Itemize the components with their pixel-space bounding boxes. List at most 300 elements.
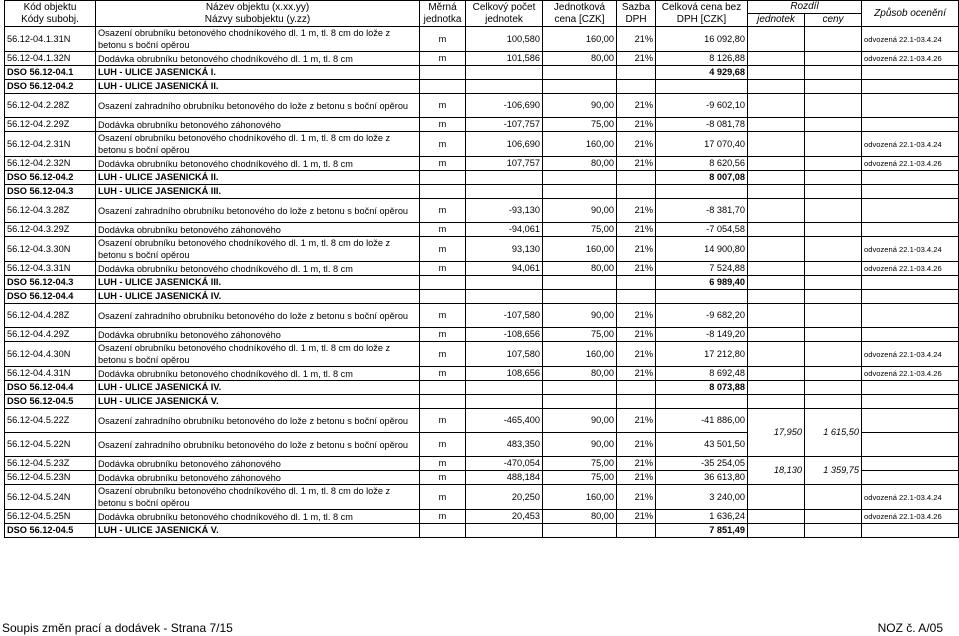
item-unit-price: 160,00 [543,485,617,510]
empty-cell [466,381,543,395]
empty-cell [617,290,656,304]
item-quantity: 94,061 [466,262,543,276]
table-header [5,1,959,27]
item-code: 56.12-04.3.28Z [5,199,96,223]
empty-cell [466,80,543,94]
empty-cell [617,185,656,199]
item-vat-rate: 21% [617,471,656,485]
dso-code: DSO 56.12-04.5 [5,395,96,409]
item-description: Osazení obrubníku betonového chodníkového dl. 1 m, tl. 8 cm do lože z betonu s boční opěrou [96,27,420,52]
empty-cell [466,395,543,409]
empty-cell [420,66,466,80]
pricing-method: odvozená 22.1-03.4.24 [862,27,959,52]
item-unit: m [420,342,466,367]
item-quantity: 20,250 [466,485,543,510]
empty-cell [805,237,862,262]
empty-cell [805,157,862,171]
table-row [5,304,959,328]
item-vat-rate: 21% [617,27,656,52]
pricing-method [862,223,959,237]
empty-cell [805,171,862,185]
difference-units: 18,130 [748,457,805,485]
dso-total [656,290,748,304]
header-qty: Celkový počet jednotek [466,1,543,27]
header-unit-price: Jednotková cena [CZK] [543,1,617,27]
pricing-method [862,328,959,342]
item-unit-price: 75,00 [543,457,617,471]
empty-cell [748,328,805,342]
pricing-method [862,471,959,485]
item-unit: m [420,223,466,237]
table-row [5,510,959,524]
item-vat-rate: 21% [617,433,656,457]
item-description: Dodávka obrubníku betonového záhonového [96,328,420,342]
empty-cell [748,52,805,66]
item-vat-rate: 21% [617,457,656,471]
header-name: Název objektu (x.xx.yy) Názvy subobjektu (y.zz) [96,1,420,27]
item-quantity: 108,656 [466,367,543,381]
empty-cell [862,66,959,80]
item-quantity: -108,656 [466,328,543,342]
empty-cell [805,395,862,409]
table-body [5,27,959,538]
item-vat-rate: 21% [617,485,656,510]
empty-cell [862,80,959,94]
item-vat-rate: 21% [617,52,656,66]
header-difference: Rozdíl [748,1,862,14]
empty-cell [466,524,543,538]
empty-cell [617,276,656,290]
empty-cell [466,171,543,185]
item-total: 3 240,00 [656,485,748,510]
empty-cell [748,27,805,52]
item-code: 56.12-04.5.23N [5,471,96,485]
item-unit-price: 160,00 [543,132,617,157]
table-row [5,94,959,118]
item-code: 56.12-04.4.31N [5,367,96,381]
pricing-method: odvozená 22.1-03.4.24 [862,342,959,367]
empty-cell [748,342,805,367]
item-vat-rate: 21% [617,510,656,524]
empty-cell [420,395,466,409]
item-unit: m [420,457,466,471]
dso-summary-row [5,171,959,185]
item-code: 56.12-04.4.29Z [5,328,96,342]
item-description: Dodávka obrubníku betonového záhonového [96,118,420,132]
empty-cell [862,185,959,199]
table-row [5,328,959,342]
pricing-method: odvozená 22.1-03.4.26 [862,262,959,276]
item-code: 56.12-04.5.22Z [5,409,96,433]
table-row [5,457,959,471]
pricing-method: odvozená 22.1-03.4.26 [862,52,959,66]
empty-cell [862,290,959,304]
pricing-method: odvozená 22.1-03.4.24 [862,485,959,510]
item-unit-price: 75,00 [543,223,617,237]
item-unit: m [420,485,466,510]
dso-summary-row [5,66,959,80]
item-quantity: -465,400 [466,409,543,433]
pricing-method: odvozená 22.1-03.4.26 [862,510,959,524]
empty-cell [805,185,862,199]
item-unit: m [420,94,466,118]
item-unit-price: 75,00 [543,471,617,485]
item-unit: m [420,157,466,171]
empty-cell [748,262,805,276]
item-unit-price: 80,00 [543,367,617,381]
item-vat-rate: 21% [617,367,656,381]
item-unit: m [420,471,466,485]
difference-price: 1 359,75 [805,457,862,485]
item-unit: m [420,328,466,342]
item-description: Dodávka obrubníku betonového chodníkového dl. 1 m, tl. 8 cm [96,367,420,381]
pricing-method [862,433,959,457]
dso-total: 8 073,88 [656,381,748,395]
empty-cell [543,524,617,538]
item-quantity: 101,586 [466,52,543,66]
item-total: -8 381,70 [656,199,748,223]
item-total: 17 070,40 [656,132,748,157]
item-quantity: 100,580 [466,27,543,52]
empty-cell [748,157,805,171]
item-code: 56.12-04.4.28Z [5,304,96,328]
item-code: 56.12-04.3.29Z [5,223,96,237]
item-description: Osazení obrubníku betonového chodníkového dl. 1 m, tl. 8 cm do lože z betonu s boční opěrou [96,132,420,157]
header-unit: Měrná jednotka [420,1,466,27]
empty-cell [748,185,805,199]
item-unit: m [420,118,466,132]
empty-cell [543,66,617,80]
empty-cell [805,94,862,118]
dso-name: LUH - ULICE JASENICKÁ I. [96,66,420,80]
pricing-method: odvozená 22.1-03.4.24 [862,237,959,262]
item-unit-price: 160,00 [543,237,617,262]
empty-cell [543,185,617,199]
item-unit: m [420,304,466,328]
item-description: Osazení zahradního obrubníku betonového do lože z betonu s boční opěrou [96,199,420,223]
pricing-method: odvozená 22.1-03.4.26 [862,157,959,171]
empty-cell [748,290,805,304]
item-code: 56.12-04.2.32N [5,157,96,171]
dso-code: DSO 56.12-04.2 [5,80,96,94]
item-code: 56.12-04.5.24N [5,485,96,510]
empty-cell [748,223,805,237]
item-total: 43 501,50 [656,433,748,457]
item-total: -8 081,78 [656,118,748,132]
item-description: Dodávka obrubníku betonového záhonového [96,471,420,485]
empty-cell [466,276,543,290]
table-row [5,409,959,433]
empty-cell [420,276,466,290]
item-description: Osazení obrubníku betonového chodníkového dl. 1 m, tl. 8 cm do lože z betonu s boční opěrou [96,237,420,262]
dso-name: LUH - ULICE JASENICKÁ V. [96,395,420,409]
dso-name: LUH - ULICE JASENICKÁ IV. [96,381,420,395]
item-vat-rate: 21% [617,342,656,367]
item-unit: m [420,27,466,52]
empty-cell [805,290,862,304]
item-unit-price: 160,00 [543,27,617,52]
dso-summary-row [5,276,959,290]
item-unit: m [420,132,466,157]
item-unit-price: 90,00 [543,304,617,328]
item-description: Dodávka obrubníku betonového záhonového [96,457,420,471]
item-unit: m [420,409,466,433]
dso-name: LUH - ULICE JASENICKÁ IV. [96,290,420,304]
item-code: 56.12-04.2.28Z [5,94,96,118]
empty-cell [862,276,959,290]
item-quantity: 488,184 [466,471,543,485]
pricing-method [862,457,959,471]
dso-code: DSO 56.12-04.4 [5,290,96,304]
item-description: Osazení obrubníku betonového chodníkového dl. 1 m, tl. 8 cm do lože z betonu s boční opěrou [96,485,420,510]
item-vat-rate: 21% [617,304,656,328]
empty-cell [420,290,466,304]
item-unit-price: 160,00 [543,342,617,367]
item-vat-rate: 21% [617,132,656,157]
empty-cell [420,185,466,199]
empty-cell [617,381,656,395]
item-total: 7 524,88 [656,262,748,276]
empty-cell [805,52,862,66]
empty-cell [805,199,862,223]
empty-cell [805,223,862,237]
empty-cell [748,199,805,223]
item-description: Osazení zahradního obrubníku betonového do lože z betonu s boční opěrou [96,433,420,457]
dso-name: LUH - ULICE JASENICKÁ II. [96,171,420,185]
empty-cell [748,118,805,132]
empty-cell [805,132,862,157]
item-quantity: 107,757 [466,157,543,171]
change-list-table [4,0,959,538]
empty-cell [805,276,862,290]
empty-cell [805,304,862,328]
dso-summary-row [5,290,959,304]
item-code: 56.12-04.5.22N [5,433,96,457]
item-unit-price: 80,00 [543,510,617,524]
empty-cell [748,485,805,510]
empty-cell [466,66,543,80]
dso-total [656,185,748,199]
empty-cell [748,381,805,395]
table-row [5,52,959,66]
table-row [5,485,959,510]
table-row [5,262,959,276]
dso-total [656,80,748,94]
table-row [5,199,959,223]
header-code: Kód objektu Kódy subobj. [5,1,96,27]
dso-summary-row [5,381,959,395]
item-code: 56.12-04.3.31N [5,262,96,276]
empty-cell [617,395,656,409]
item-total: 36 613,80 [656,471,748,485]
empty-cell [805,381,862,395]
empty-cell [748,94,805,118]
table-row [5,237,959,262]
item-vat-rate: 21% [617,262,656,276]
pricing-method [862,199,959,223]
pricing-method [862,304,959,328]
dso-code: DSO 56.12-04.3 [5,185,96,199]
item-vat-rate: 21% [617,118,656,132]
item-quantity: -107,580 [466,304,543,328]
item-description: Osazení obrubníku betonového chodníkového dl. 1 m, tl. 8 cm do lože z betonu s boční opěrou [96,342,420,367]
item-total: 8 620,56 [656,157,748,171]
dso-name: LUH - ULICE JASENICKÁ II. [96,80,420,94]
empty-cell [748,237,805,262]
item-unit: m [420,433,466,457]
item-code: 56.12-04.5.23Z [5,457,96,471]
item-code: 56.12-04.5.25N [5,510,96,524]
empty-cell [805,510,862,524]
empty-cell [543,290,617,304]
dso-code: DSO 56.12-04.5 [5,524,96,538]
empty-cell [748,132,805,157]
item-unit-price: 90,00 [543,433,617,457]
empty-cell [805,118,862,132]
empty-cell [543,276,617,290]
empty-cell [862,524,959,538]
dso-code: DSO 56.12-04.4 [5,381,96,395]
footer-page-info: Soupis změn prací a dodávek - Strana 7/15 [2,621,233,635]
item-total: -7 054,58 [656,223,748,237]
difference-units: 17,950 [748,409,805,457]
item-total: -9 602,10 [656,94,748,118]
item-total: 17 212,80 [656,342,748,367]
item-code: 56.12-04.1.31N [5,27,96,52]
empty-cell [805,342,862,367]
dso-total: 8 007,08 [656,171,748,185]
empty-cell [543,395,617,409]
empty-cell [805,66,862,80]
item-code: 56.12-04.2.29Z [5,118,96,132]
dso-summary-row [5,395,959,409]
header-diff-units: jednotek [748,14,805,27]
item-unit-price: 75,00 [543,118,617,132]
item-unit: m [420,510,466,524]
dso-code: DSO 56.12-04.3 [5,276,96,290]
item-quantity: -107,757 [466,118,543,132]
item-total: -8 149,20 [656,328,748,342]
item-quantity: 20,453 [466,510,543,524]
item-total: -9 682,20 [656,304,748,328]
table-row [5,118,959,132]
item-description: Dodávka obrubníku betonového záhonového [96,223,420,237]
dso-total: 6 989,40 [656,276,748,290]
item-unit: m [420,237,466,262]
dso-total: 4 929,68 [656,66,748,80]
empty-cell [617,80,656,94]
footer-document-number: NOZ č. A/05 [877,621,943,635]
item-unit-price: 90,00 [543,199,617,223]
dso-code: DSO 56.12-04.1 [5,66,96,80]
empty-cell [862,171,959,185]
item-code: 56.12-04.4.30N [5,342,96,367]
item-quantity: 106,690 [466,132,543,157]
dso-name: LUH - ULICE JASENICKÁ V. [96,524,420,538]
header-method: Způsob ocenění [862,1,959,27]
item-description: Osazení zahradního obrubníku betonového do lože z betonu s boční opěrou [96,409,420,433]
empty-cell [748,304,805,328]
item-quantity: -106,690 [466,94,543,118]
empty-cell [420,171,466,185]
item-code: 56.12-04.3.30N [5,237,96,262]
empty-cell [748,171,805,185]
empty-cell [543,381,617,395]
empty-cell [617,66,656,80]
dso-name: LUH - ULICE JASENICKÁ III. [96,185,420,199]
item-code: 56.12-04.1.32N [5,52,96,66]
item-total: 16 092,80 [656,27,748,52]
item-quantity: -93,130 [466,199,543,223]
item-total: 8 692,48 [656,367,748,381]
pricing-method: odvozená 22.1-03.4.24 [862,132,959,157]
dso-total [656,395,748,409]
empty-cell [420,381,466,395]
empty-cell [617,524,656,538]
empty-cell [543,80,617,94]
item-unit-price: 80,00 [543,157,617,171]
dso-code: DSO 56.12-04.2 [5,171,96,185]
header-vat: Sazba DPH [617,1,656,27]
header-total: Celková cena bez DPH [CZK] [656,1,748,27]
dso-name: LUH - ULICE JASENICKÁ III. [96,276,420,290]
empty-cell [805,367,862,381]
item-vat-rate: 21% [617,94,656,118]
empty-cell [748,66,805,80]
item-total: -41 886,00 [656,409,748,433]
item-unit: m [420,52,466,66]
header-diff-price: ceny [805,14,862,27]
item-total: -35 254,05 [656,457,748,471]
item-unit-price: 75,00 [543,328,617,342]
difference-price: 1 615,50 [805,409,862,457]
item-vat-rate: 21% [617,409,656,433]
item-description: Osazení zahradního obrubníku betonového do lože z betonu s boční opěrou [96,94,420,118]
empty-cell [748,367,805,381]
empty-cell [805,524,862,538]
empty-cell [805,27,862,52]
pricing-method [862,118,959,132]
item-unit: m [420,199,466,223]
item-description: Dodávka obrubníku betonového chodníkového dl. 1 m, tl. 8 cm [96,157,420,171]
item-vat-rate: 21% [617,223,656,237]
table-row [5,157,959,171]
item-quantity: -470,054 [466,457,543,471]
item-description: Dodávka obrubníku betonového chodníkového dl. 1 m, tl. 8 cm [96,52,420,66]
table-row [5,27,959,52]
item-quantity: 107,580 [466,342,543,367]
empty-cell [805,262,862,276]
empty-cell [862,395,959,409]
item-unit: m [420,262,466,276]
table-row [5,342,959,367]
item-total: 14 900,80 [656,237,748,262]
item-vat-rate: 21% [617,328,656,342]
empty-cell [748,510,805,524]
table-row [5,223,959,237]
item-unit-price: 80,00 [543,52,617,66]
empty-cell [748,395,805,409]
item-vat-rate: 21% [617,237,656,262]
empty-cell [805,80,862,94]
item-quantity: 93,130 [466,237,543,262]
item-code: 56.12-04.2.31N [5,132,96,157]
pricing-method [862,94,959,118]
item-description: Osazení zahradního obrubníku betonového do lože z betonu s boční opěrou [96,304,420,328]
empty-cell [862,381,959,395]
empty-cell [748,80,805,94]
empty-cell [543,171,617,185]
